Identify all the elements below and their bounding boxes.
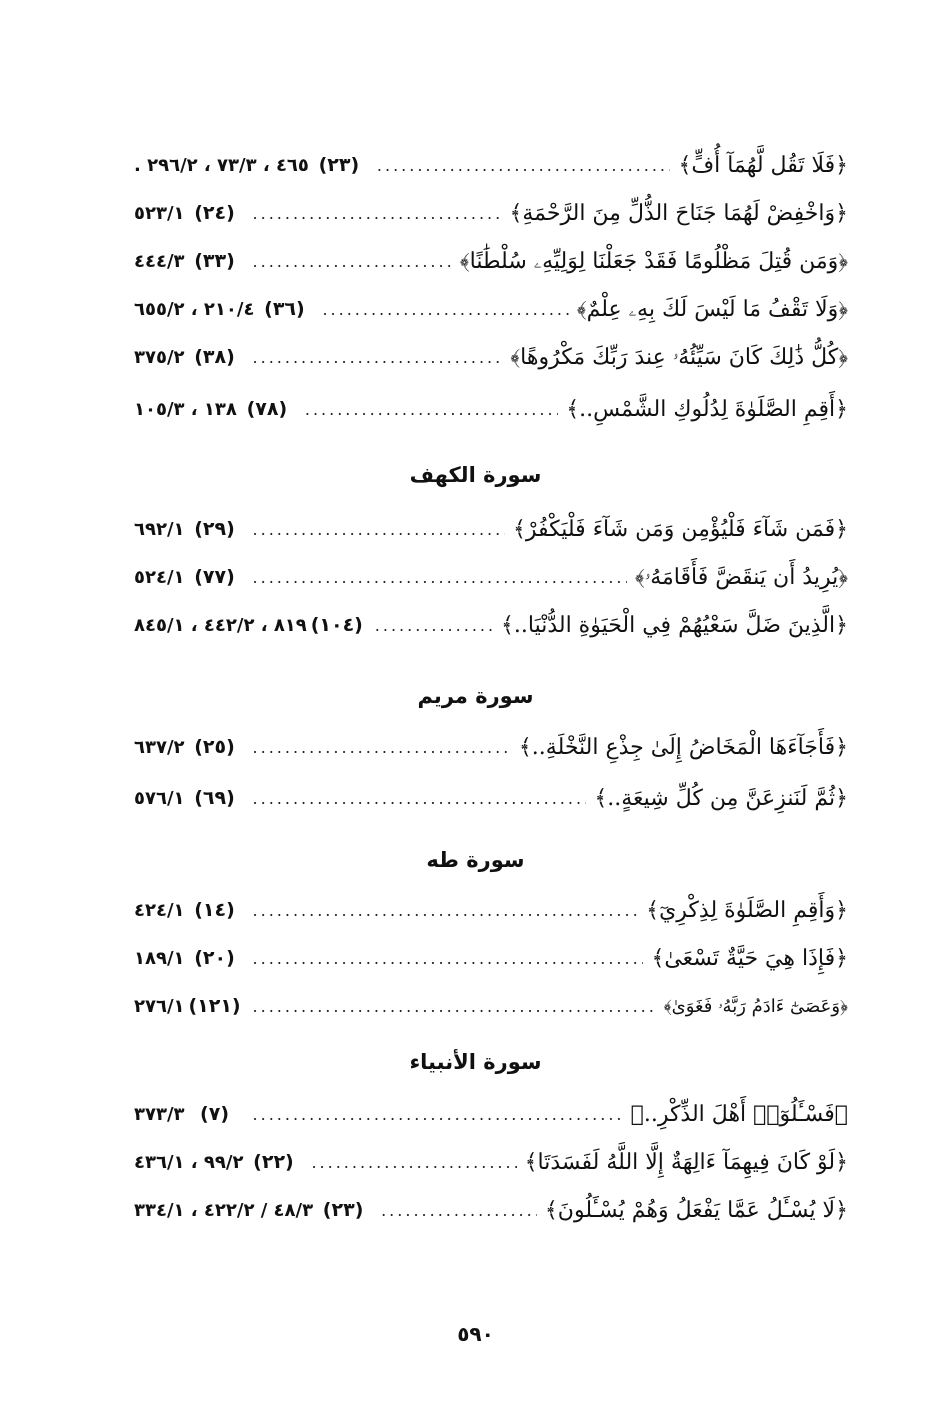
entry-refs: ٢١٠/٤ ، ٦٥٥/٢ [134,298,255,320]
verse-number: (٧٨) [246,398,288,420]
leader-dots [253,348,503,367]
verse-number: (٧) [200,1103,230,1125]
section-maryam [130,722,848,824]
verse-text: ﴿يُرِيدُ أَن يَنقَضَّ فَأَقَامَهُۥ﴾ [634,564,848,590]
section-isra [130,141,848,437]
page-number: ٥٩٠ [457,1322,494,1346]
verse-text: ﴿وَعَصَىٰٓ ءَادَمُ رَبَّهُۥ فَغَوَىٰ﴾ [663,995,848,1017]
verse-text: ﴿وَاخْفِضْ لَهُمَا جَنَاحَ الذُّلِّ مِنَ الرَّحْمَةِ﴾ [509,200,848,226]
index-entry [130,333,848,381]
entry-refs: ٣٧٥/٢ [134,346,185,368]
leader-dots [253,204,502,223]
section-anbiya [130,1090,848,1234]
leader-dots [253,568,627,587]
index-entry [130,505,848,553]
leader-dots [253,520,505,539]
verse-number: (١٤) [194,899,235,921]
surah-heading: سورة مريم [417,684,534,708]
entry-refs: ٤٦٥ ، ٧٣/٣ ، ٢٩٦/٢ . [134,154,309,176]
verse-number: (٣٣) [194,250,235,272]
verse-number: (٢٩) [194,518,235,540]
leader-dots [253,789,587,808]
entry-refs: ١٣٨ ، ١٠٥/٣ [134,398,237,420]
verse-number: (٧٧) [194,566,235,588]
index-entry [130,722,848,772]
verse-text: ﴿كُلُّ ذَٰلِكَ كَانَ سَيِّئُهُۥ عِندَ رَبِّكَ مَكْرُوهًا﴾ [510,344,848,370]
verse-number: (٣٨) [194,346,235,368]
verse-text: ﴿فَمَن شَآءَ فَلْيُؤْمِن وَمَن شَآءَ فَلْيَكْفُرْ﴾ [512,516,848,542]
entry-refs: ٨١٩ ، ٤٤٢/٢ ، ٨٤٥/١ [134,614,307,636]
verse-text: ﴿لَوْ كَانَ فِيهِمَآ ءَالِهَةٌ إِلَّا اللَّهُ لَفَسَدَتَا﴾ [524,1149,848,1175]
entry-refs: ٤٤٤/٣ [134,250,185,272]
index-entry [130,553,848,601]
verse-number: (١٢١) [188,995,241,1017]
entry-refs: ٢٧٦/١ [134,995,185,1017]
entry-refs: ٥٢٣/١ [134,202,185,224]
surah-heading: سورة طه [426,848,525,872]
verse-number: (٣٦) [264,298,305,320]
leader-dots [253,949,644,968]
leader-dots [253,901,639,920]
index-entry [130,237,848,285]
index-entry [130,1186,848,1234]
leader-dots [311,1153,516,1172]
index-entry [130,1138,848,1186]
entry-refs: ٣٧٣/٣ [134,1103,185,1125]
verse-number: (٢٤) [194,202,235,224]
verse-text: ﴿أَقِمِ الصَّلَوٰةَ لِدُلُوكِ الشَّمْسِ..﴾ [566,396,848,422]
verse-text: ﴿فَإِذَا هِيَ حَيَّةٌ تَسْعَىٰ﴾ [651,945,848,971]
index-entry [130,772,848,824]
verse-number: (٢٢) [253,1151,294,1173]
leader-dots [253,738,511,757]
verse-text: ﴿فَأَجَآءَهَا الْمَخَاضُ إِلَىٰ جِذْعِ النَّخْلَةِ..﴾ [518,734,848,760]
verse-text: ﴿وَلَا تَقْفُ مَا لَيْسَ لَكَ بِهِۦ عِلْمٌ﴾ [576,296,848,322]
entry-refs: ٥٢٤/١ [134,566,185,588]
verse-text: ﴿لَا يُسْـَٔلُ عَمَّا يَفْعَلُ وَهُمْ يُسْـَٔلُونَ﴾ [544,1197,848,1223]
verse-number: (٢٥) [194,736,235,758]
verse-text: ﴿فَلَا تَقُل لَّهُمَآ أُفٍّ﴾ [678,152,848,178]
verse-text: ﴿وَأَقِمِ الصَّلَوٰةَ لِذِكْرِيٓ﴾ [646,897,848,923]
leader-dots [305,400,558,419]
entry-refs: ٦٩٢/١ [134,518,185,540]
index-entry [130,601,848,649]
section-kahf [130,505,848,649]
leader-dots [253,252,452,271]
entry-refs: ٤٨/٣ / ٤٢٢/٢ ، ٣٣٤/١ [134,1199,314,1221]
verse-text: ﴿وَمَن قُتِلَ مَظْلُومًا فَقَدْ جَعَلْنَا لِوَلِيِّهِۦ سُلْطَٰنًا﴾ [459,248,848,274]
index-entry [130,141,848,189]
surah-heading: سورة الأنبياء [409,1050,542,1074]
leader-dots [322,300,568,319]
leader-dots [253,1105,623,1124]
leader-dots [381,1201,537,1220]
leader-dots [253,997,656,1016]
verse-number: (١٠٤) [310,614,363,636]
index-entry [130,189,848,237]
index-entry [130,886,848,934]
verse-number: (٦٩) [194,787,235,809]
entry-refs: ٦٣٧/٢ [134,736,185,758]
index-entry [130,381,848,437]
entry-refs: ٤٢٤/١ [134,899,185,921]
leader-dots [377,156,671,175]
index-entry [130,285,848,333]
verse-text: ﴿ثُمَّ لَنَنزِعَنَّ مِن كُلِّ شِيعَةٍ..﴾ [594,785,848,811]
verse-number: (٢٣) [322,1199,364,1221]
entry-refs: ٩٩/٢ ، ٤٣٦/١ [134,1151,244,1173]
index-entry [130,982,848,1030]
verse-number: (٢٠) [194,947,235,969]
entry-refs: ١٨٩/١ [134,947,185,969]
verse-number: (٢٣) [318,154,360,176]
entry-refs: ٥٧٦/١ [134,787,185,809]
verse-text: ﴿الَّذِينَ ضَلَّ سَعْيُهُمْ فِي الْحَيَوٰةِ الدُّنْيَا..﴾ [500,612,848,638]
index-entry [130,934,848,982]
surah-heading: سورة الكهف [409,463,542,487]
index-entry [130,1090,848,1138]
verse-text: ﴿فَسْـَٔلُوٓا۟ أَهْلَ الذِّكْرِ..﴾ [630,1101,848,1127]
leader-dots [375,616,493,635]
section-taha [130,886,848,1030]
